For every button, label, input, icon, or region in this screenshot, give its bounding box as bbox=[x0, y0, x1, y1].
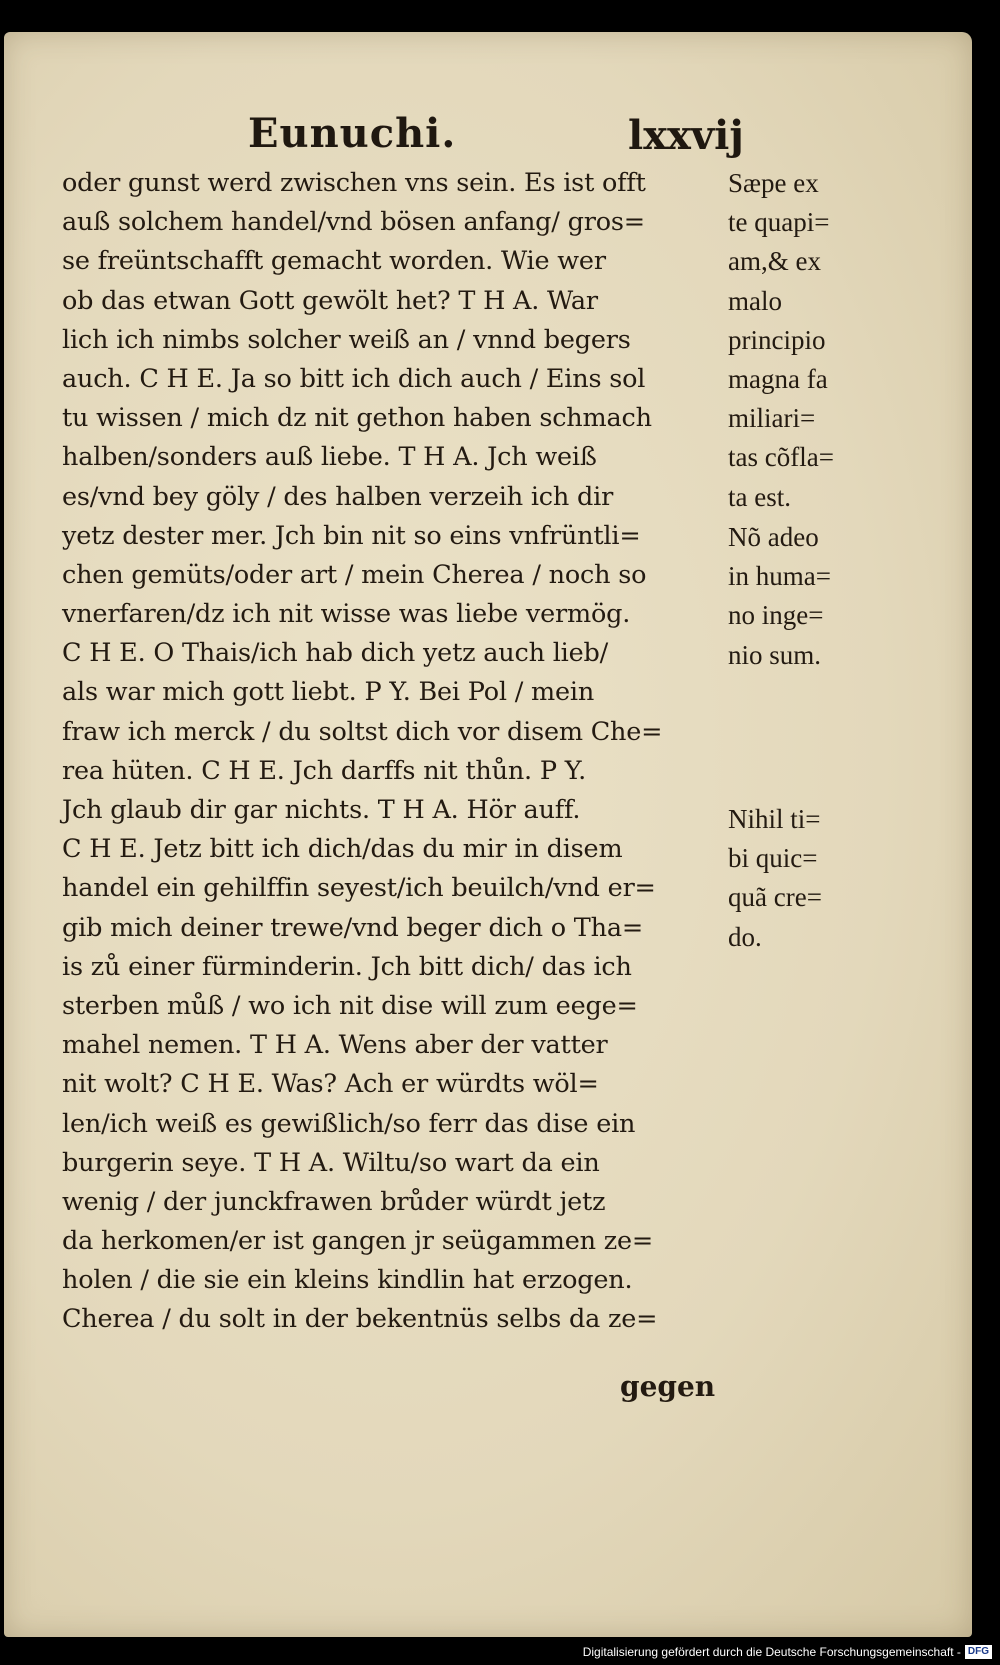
marginal-note-2 bbox=[728, 518, 878, 675]
text-line: Jch glaub dir gar nichts. T H A. Hör auff. bbox=[62, 795, 581, 825]
footer-text: Digitalisierung gefördert durch die Deutsche Forschungsgemeinschaft - bbox=[582, 1645, 961, 1659]
text-line: mahel nemen. T H A. Wens aber der vatter bbox=[62, 1030, 608, 1061]
marginal-line: bi quic= bbox=[728, 843, 818, 874]
marginal-line: Nihil ti= bbox=[728, 804, 821, 834]
dfg-logo-icon: DFG bbox=[965, 1645, 992, 1659]
text-line: burgerin seye. T H A. Wiltu/so wart da ein bbox=[62, 1147, 600, 1178]
folio-number: lxxvij bbox=[628, 112, 744, 159]
text-line: es/vnd bey göly / des halben verzeih ich dir bbox=[62, 481, 614, 512]
text-line: gib mich deiner trewe/vnd beger dich o Tha= bbox=[62, 912, 644, 943]
marginal-note-1 bbox=[728, 164, 878, 517]
text-line: ob das etwan Gott gewölt het? T H A. War bbox=[62, 285, 598, 316]
text-line: handel ein gehilffin seyest/ich beuilch/vnd er= bbox=[62, 873, 656, 904]
text-line: halben/sonders auß liebe. T H A. Jch weiß bbox=[62, 442, 597, 473]
text-line: als war mich gott liebt. P Y. Bei Pol / mein bbox=[62, 677, 595, 708]
text-line: se freüntschafft gemacht worden. Wie wer bbox=[62, 246, 606, 277]
text-line: wenig / der junckfrawen brůder würdt jetz bbox=[62, 1186, 606, 1217]
text-line: auch. C H E. Ja so bitt ich dich auch / Eins sol bbox=[62, 363, 646, 394]
marginal-line: malo bbox=[728, 285, 782, 316]
marginal-line: tas cõfla= bbox=[728, 442, 834, 473]
text-line: rea hüten. C H E. Jch darffs nit thůn. P Y. bbox=[62, 755, 586, 786]
marginal-line: no inge= bbox=[728, 600, 824, 631]
marginal-line: Sæpe ex bbox=[728, 168, 819, 198]
text-line: tu wissen / mich dz nit gethon haben schmach bbox=[62, 403, 652, 434]
text-line: holen / die sie ein kleins kindlin hat erzogen. bbox=[62, 1265, 633, 1296]
marginal-line: ta est. bbox=[728, 481, 791, 512]
text-line: chen gemüts/oder art / mein Cherea / noch so bbox=[62, 559, 647, 590]
running-title: Eunuchi. bbox=[248, 110, 457, 157]
marginal-line: do. bbox=[728, 921, 762, 952]
text-line: is zů einer fürminderin. Jch bitt dich/ das ich bbox=[62, 951, 632, 982]
marginal-line: in huma= bbox=[728, 561, 831, 592]
text-line: C H E. Jetz bitt ich dich/das du mir in disem bbox=[62, 834, 623, 865]
marginal-line: quã cre= bbox=[728, 882, 822, 913]
marginal-line: am,& ex bbox=[728, 246, 821, 277]
text-line: yetz dester mer. Jch bin nit so eins vnfrüntli= bbox=[62, 520, 641, 551]
marginal-line: miliari= bbox=[728, 403, 816, 434]
text-line: oder gunst werd zwischen vns sein. Es ist offt bbox=[62, 168, 646, 198]
text-line: nit wolt? C H E. Was? Ach er würdts wöl= bbox=[62, 1069, 599, 1100]
text-line: fraw ich merck / du soltst dich vor disem Che= bbox=[62, 716, 663, 747]
text-line: C H E. O Thais/ich hab dich yetz auch lieb/ bbox=[62, 638, 609, 669]
marginal-line: nio sum. bbox=[728, 639, 822, 670]
text-line: lich ich nimbs solcher weiß an / vnnd begers bbox=[62, 324, 631, 355]
marginal-line: Nõ adeo bbox=[728, 522, 819, 552]
text-line: da herkomen/er ist gangen jr seügammen ze= bbox=[62, 1226, 654, 1257]
text-line: auß solchem handel/vnd bösen anfang/ gros= bbox=[62, 207, 645, 238]
marginal-line: principio bbox=[728, 324, 826, 355]
main-text-block bbox=[62, 164, 722, 1340]
text-line: Cherea / du solt in der bekentnüs selbs da ze= bbox=[62, 1304, 658, 1335]
marginal-note-3 bbox=[728, 800, 878, 957]
text-line: len/ich weiß es gewißlich/so ferr das dise ein bbox=[62, 1108, 636, 1139]
marginal-line: magna fa bbox=[728, 363, 828, 394]
digitization-footer bbox=[583, 1639, 992, 1665]
marginal-line: te quapi= bbox=[728, 207, 830, 238]
catchword: gegen bbox=[620, 1370, 716, 1403]
text-line: vnerfaren/dz ich nit wisse was liebe vermög. bbox=[62, 599, 631, 630]
text-line: sterben můß / wo ich nit dise will zum eege= bbox=[62, 990, 638, 1021]
